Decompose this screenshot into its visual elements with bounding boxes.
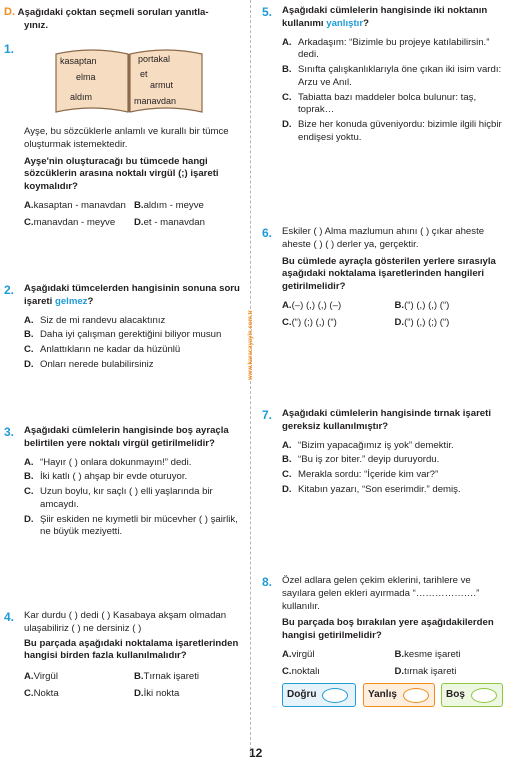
score-empty-field[interactable]	[471, 688, 497, 703]
option-d[interactable]: D.tırnak işareti	[394, 665, 457, 677]
option-d[interactable]: D.(“) (,) (;) (“)	[394, 316, 450, 328]
book-illustration	[54, 46, 204, 114]
question-text: Ayşe, bu sözcüklerle anlamlı ve kurallı bir tümce oluşturmak istemektedir.	[24, 126, 229, 150]
options	[282, 37, 507, 145]
option-a[interactable]: A. “Hayır ( ) onlara dokunmayın!” dedi.	[24, 456, 192, 468]
highlight-word: gelmez	[54, 295, 88, 307]
options	[282, 300, 507, 330]
question-2	[4, 283, 244, 374]
website-watermark: www.karacayayin.com.tr	[248, 310, 254, 380]
question-stem: Aşağıdaki cümlelerin hangisinde iki noktanın kullanımı yanlıştır?	[282, 5, 488, 29]
score-empty-label: Boş	[446, 689, 465, 701]
question-stem: Bu cümlede ayraçla gösterilen yerlere sırasıyla aşağıdaki noktalama işaretlerinden hangileri getirilmelidir?	[282, 255, 496, 292]
question-text: Özel adlara gelen çekim eklerini, tarihlere ve sayılara gelen ekleri ayırmada “……………….” kullanılır.	[282, 575, 480, 612]
option-b[interactable]: B. “Bu iş zor biter.” deyip duruyordu.	[282, 454, 440, 466]
options	[24, 200, 244, 230]
question-1	[4, 42, 244, 229]
question-number: 1.	[4, 42, 15, 56]
book-word: elma	[76, 72, 96, 82]
highlight-word: yanlıştır	[326, 17, 364, 29]
option-c[interactable]: C. Tabiatta bazı maddeler bolca bulunur: taş, toprak…	[282, 91, 477, 116]
option-b[interactable]: B.(“) (,) (,) (“)	[394, 299, 450, 311]
option-c[interactable]: C.(“) (;) (,) (“)	[282, 316, 337, 328]
question-number: 4.	[4, 610, 15, 624]
question-7	[262, 408, 507, 499]
options	[24, 315, 244, 372]
option-c[interactable]: C.Nokta	[24, 687, 59, 699]
option-a[interactable]: A. Arkadaşım: “Bizimle bu projeye katılabilirsin.” dedi.	[282, 36, 490, 61]
book-word: et	[140, 69, 148, 79]
option-a[interactable]: A. Siz de mi randevu alacaktınız	[24, 314, 166, 326]
option-c[interactable]: C. Merakla sordu: “İçeride kim var?”	[282, 469, 439, 480]
section-instruction-cont: yınız.	[24, 19, 48, 31]
section-header	[4, 5, 244, 33]
option-c[interactable]: C.noktalı	[282, 665, 320, 677]
section-letter: D.	[4, 6, 15, 18]
option-a[interactable]: A.virgül	[282, 648, 315, 660]
book-word: aldım	[70, 92, 93, 102]
option-b[interactable]: B. Sınıfta çalışkanlıklarıyla öne çıkan iki isim vardı: Arzu ve Anıl.	[282, 64, 502, 88]
score-correct-label: Doğru	[287, 689, 317, 701]
question-stem: Ayşe'nin oluşturacağı bu tümcede hangi sözcüklerin arasına noktalı virgül (;) işareti koymalıdır?	[24, 155, 219, 192]
options	[24, 671, 244, 701]
option-a[interactable]: A.kasaptan - manavdan	[24, 199, 126, 211]
score-empty-box	[441, 683, 503, 707]
option-d[interactable]: D. Onları nerede bulabilirsiniz	[24, 358, 154, 370]
book-word: manavdan	[134, 96, 177, 106]
question-number: 2.	[4, 283, 15, 297]
options	[282, 649, 507, 679]
section-instruction: Aşağıdaki çoktan seçmeli soruları yanıtla-	[17, 7, 209, 18]
option-b[interactable]: B.kesme işareti	[394, 648, 461, 660]
page-number: 12	[249, 746, 263, 760]
score-correct-field[interactable]	[322, 688, 348, 703]
question-5	[262, 5, 507, 147]
question-stem: Aşağıdaki cümlelerin hangisinde tırnak işareti gereksiz kullanılmıştır?	[282, 408, 492, 432]
option-d[interactable]: D. Şiir eskiden ne kıymetli bir mücevher ( ) şairlik, ne büyük meziyetti.	[24, 513, 238, 538]
question-number: 8.	[262, 575, 273, 589]
score-wrong-box	[363, 683, 435, 707]
question-stem: Bu parçada boş bırakılan yere aşağıdakilerden hangisi getirilmelidir?	[282, 617, 494, 641]
question-3	[4, 425, 244, 541]
options	[24, 457, 244, 540]
option-b[interactable]: B.aldım - meyve	[134, 199, 204, 211]
question-text: Kar durdu ( ) dedi ( ) Kasabaya akşam olmadan ulaşabiliriz ( ) ne dersiniz ( )	[24, 610, 227, 634]
option-a[interactable]: A.(–) (,) (,) (–)	[282, 299, 342, 311]
question-number: 5.	[262, 5, 273, 19]
option-c[interactable]: C.manavdan - meyve	[24, 216, 116, 228]
option-b[interactable]: B.Tırnak işareti	[134, 671, 200, 682]
option-d[interactable]: D.et - manavdan	[134, 216, 205, 228]
question-number: 7.	[262, 408, 273, 422]
question-stem: Aşağıdaki cümlelerin hangisinde boş ayraçla belirtilen yere noktalı virgül getirilmelidir?	[24, 425, 229, 449]
options	[282, 440, 507, 497]
score-wrong-label: Yanlış	[368, 689, 397, 701]
option-b[interactable]: B. İki katlı ( ) ahşap bir evde oturuyor.	[24, 471, 188, 483]
question-text: Eskiler ( ) Alma mazlumun ahını ( ) çıkar aheste aheste ( ) ( ) derler ya, gerçektir.	[282, 226, 485, 250]
option-c[interactable]: C. Anlattıkların ne kadar da hüzünlü	[24, 344, 181, 355]
option-d[interactable]: D. Kitabın yazarı, “Son eserimdir.” demiş.	[282, 483, 461, 495]
book-word: portakal	[138, 54, 171, 64]
question-4	[4, 610, 244, 701]
book-word: kasaptan	[60, 56, 97, 66]
question-stem: Bu parçada aşağıdaki noktalama işaretlerinden hangisi birden fazla kullanılmalıdır?	[24, 637, 239, 662]
question-6	[262, 226, 507, 329]
option-d[interactable]: D. Bize her konuda güveniyordu: bizimle ilgili hiçbir endişesi yoktu.	[282, 119, 502, 143]
option-a[interactable]: A. “Bizim yapacağımız iş yok” demektir.	[282, 439, 454, 451]
score-correct-box	[282, 683, 356, 707]
question-8	[262, 575, 507, 678]
score-wrong-field[interactable]	[403, 688, 429, 703]
option-a[interactable]: A.Virgül	[24, 671, 58, 682]
book-word: armut	[150, 80, 174, 90]
option-b[interactable]: B. Daha iyi çalışman gerektiğini biliyor musun	[24, 329, 222, 341]
question-stem: Aşağıdaki tümcelerden hangisinin sonuna soru işareti gelmez?	[24, 283, 240, 307]
question-number: 3.	[4, 425, 15, 439]
question-number: 6.	[262, 226, 273, 240]
option-c[interactable]: C. Uzun boylu, kır saçlı ( ) elli yaşlarında bir amcaydı.	[24, 486, 213, 510]
option-d[interactable]: D.İki nokta	[134, 687, 180, 699]
